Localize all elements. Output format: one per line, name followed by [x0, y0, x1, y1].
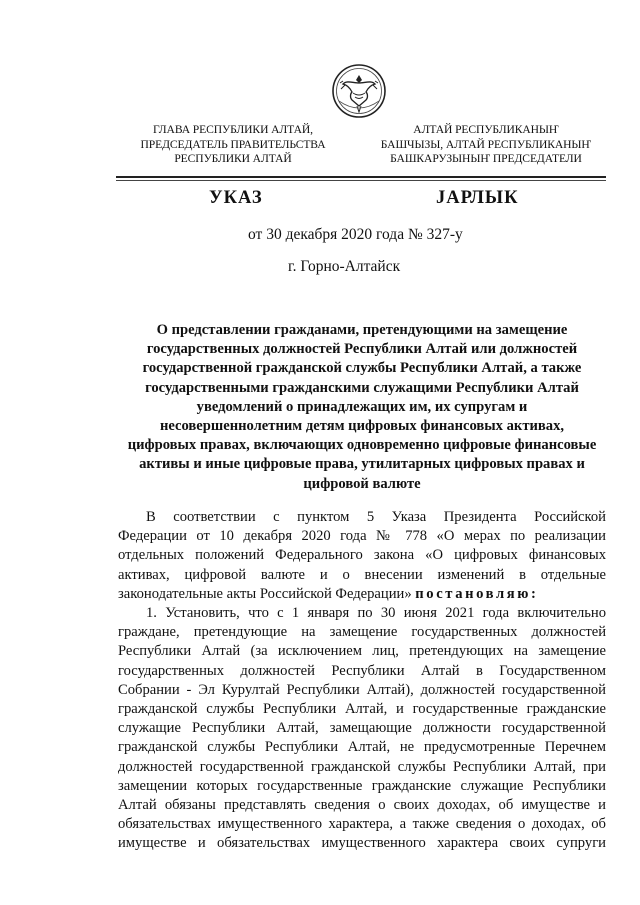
item-1-line: Республики Алтай (за исключением лиц, претендующих на замещение [118, 643, 606, 660]
city-line: г. Горно-Алтайск [288, 258, 401, 275]
header-right-line: АЛТАЙ РЕСПУБЛИКАНЫҤ [413, 123, 559, 136]
item-1-paragraph [118, 604, 606, 854]
preamble-paragraph [118, 508, 606, 604]
item-1-line: 1. Установить, что с 1 января по 30 июня 2021 года включительно [146, 605, 606, 621]
header-left-line: РЕСПУБЛИКИ АЛТАЙ [174, 152, 292, 165]
title-line: государственных должностей Республики Алтай или должностей [146, 341, 578, 358]
item-1-line: Собрании - Эл Курултай Республики Алтай), должностей государственной [118, 681, 606, 698]
item-1-line: гражданской службы Республики Алтай, не предусмотренные Перечнем [118, 739, 606, 756]
header-right-block [356, 123, 616, 167]
title-line: цифровой валюте [303, 475, 421, 492]
header-divider-thick [116, 176, 606, 178]
doc-type-altai: ЈАРЛЫК [436, 188, 519, 208]
header-divider-thin [116, 180, 606, 181]
header-left-block [128, 123, 338, 167]
item-1-line: служащие Республики Алтай, замещающие должности государственной [118, 720, 606, 737]
header-left-line: ГЛАВА РЕСПУБЛИКИ АЛТАЙ, [153, 123, 313, 136]
item-1-line: гражданской службы Республики Алтай, и государственные гражданские [118, 701, 606, 718]
title-line: О представлении гражданами, претендующими на замещение [156, 322, 568, 338]
header-right-line: БАШКАРУЗЫНЫҤ ПРЕДСЕДАТЕЛИ [390, 152, 582, 165]
title-line: цифровых правах, включающих одновременно цифровые финансовые [127, 437, 597, 454]
item-1-line: замещении которых государственные гражданские служащие Республики [118, 777, 606, 794]
item-1-line: Алтай обязаны представлять сведения о своих доходах, об имуществе и [118, 797, 606, 814]
preamble-line: Федерации от 10 декабря 2020 года № 778 «О мерах по реализации [118, 528, 606, 545]
preamble-line: законодательные акты Российской Федерации» [118, 585, 412, 602]
title-line: государственной гражданской службы Республики Алтай, а также [142, 360, 582, 377]
title-line: несовершеннолетним детям цифровых финансовых активах, [159, 418, 565, 435]
doc-type-russian: УКАЗ [209, 188, 263, 208]
item-1-line: должностей государственной гражданской службы Республики Алтай, при [118, 758, 606, 775]
item-1-line: имуществе и обязательствах имущественного характера своих супруги [118, 835, 606, 852]
title-line: государственными гражданскими служащими Республики Алтай [145, 379, 579, 396]
item-1-line: государственных должностей Республики Алтай в Государственном [118, 662, 606, 679]
item-1-line: граждане, претендующие на замещение государственных должностей [118, 624, 606, 641]
preamble-line: отдельных положений Федерального закона «О цифровых финансовых [118, 547, 606, 564]
coat-of-arms-emblem [331, 61, 387, 123]
preamble-line: В соответствии с пунктом 5 Указа Президента Российской [146, 509, 606, 525]
title-line: уведомлений о принадлежащих им, их супругам и [196, 398, 528, 415]
decree-keyword: постановляю: [415, 585, 539, 602]
header-right-line: БАШЧЫЗЫ, АЛТАЙ РЕСПУБЛИКАНЫҤ [380, 137, 592, 151]
item-1-line: обязательствах имущественного характера, а также сведения о доходах, об [118, 816, 606, 833]
title-line: активы и иные цифровые права, утилитарных цифровых правах и [139, 456, 585, 473]
date-number-text: от 30 декабря 2020 года № 327-у [248, 226, 463, 243]
decree-title [118, 321, 606, 494]
preamble-final-line [118, 585, 606, 604]
header-left-line: ПРЕДСЕДАТЕЛЬ ПРАВИТЕЛЬСТВА [140, 137, 326, 151]
preamble-line: активах, цифровой валюте и о внесении изменений в отдельные [118, 566, 606, 583]
